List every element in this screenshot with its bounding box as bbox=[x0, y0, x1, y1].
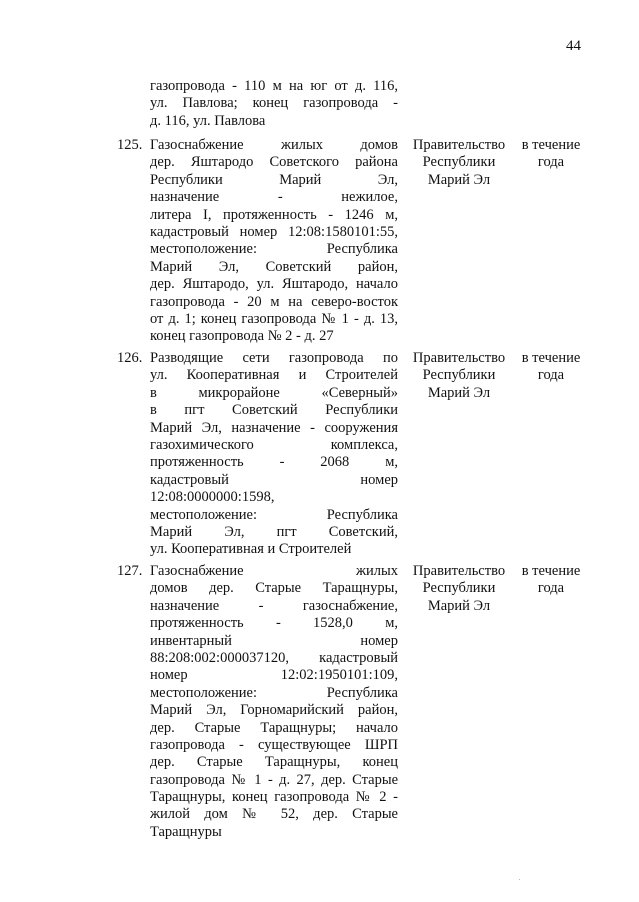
text-line: Марий Эл, Советский район, bbox=[150, 258, 398, 275]
text-line: конец газопровода № 2 - д. 27 bbox=[150, 328, 334, 345]
text-line: дер. Яштародо Советского района bbox=[150, 154, 398, 171]
text-line: Марий Эл, Горномарийский район, bbox=[150, 702, 398, 719]
text-line: местоположение: Республика bbox=[150, 506, 398, 523]
text-line: литера I, протяженность - 1246 м, bbox=[150, 206, 398, 223]
entry-owner bbox=[408, 350, 510, 402]
term-line: года bbox=[537, 154, 565, 171]
entry-term bbox=[515, 137, 587, 172]
term-line: в течение bbox=[521, 137, 581, 153]
entry-number: 127. bbox=[117, 563, 143, 579]
page-number: 44 bbox=[566, 38, 581, 54]
text-line: жилой дом № 52, дер. Старые bbox=[150, 806, 398, 823]
entry-description bbox=[150, 137, 398, 346]
text-line: местоположение: Республика bbox=[150, 241, 398, 258]
text-line: ул. Павлова; конец газопровода - bbox=[150, 95, 398, 112]
owner-line: Республики bbox=[422, 154, 496, 171]
text-line: инвентарный номер bbox=[150, 632, 398, 649]
text-line: газопровода № 1 - д. 27, дер. Старые bbox=[150, 771, 398, 788]
owner-line: Республики bbox=[422, 367, 496, 384]
text-line: Таращнуры bbox=[150, 823, 222, 840]
text-line: Разводящие сети газопровода по bbox=[150, 350, 398, 366]
text-line: местоположение: Республика bbox=[150, 684, 398, 701]
text-line: Таращнуры, конец газопровода № 2 - bbox=[150, 789, 398, 806]
text-line: ул. Кооперативная и Строителей bbox=[150, 367, 398, 384]
owner-line: Марий Эл bbox=[427, 171, 491, 188]
text-line: Республики Марий Эл, bbox=[150, 171, 398, 188]
text-line: дер. Старые Таращнуры, конец bbox=[150, 754, 398, 771]
entry-number: 126. bbox=[117, 350, 143, 366]
term-line: в течение bbox=[521, 563, 581, 579]
term-line: года bbox=[537, 367, 565, 384]
owner-line: Правительство bbox=[412, 350, 506, 366]
text-line: кадастровый номер 12:08:1580101:55, bbox=[150, 223, 398, 240]
entry-owner bbox=[408, 137, 510, 189]
text-line: газопровода - существующее ШРП bbox=[150, 736, 398, 753]
text-line: дер. Старые Таращнуры; начало bbox=[150, 719, 398, 736]
text-line: назначение - нежилое, bbox=[150, 189, 398, 206]
text-line: газохимического комплекса, bbox=[150, 436, 398, 453]
text-line: Марий Эл, пгт Советский, bbox=[150, 523, 398, 540]
text-line: Газоснабжение жилых домов bbox=[150, 137, 398, 153]
scan-speck bbox=[519, 879, 520, 880]
text-line: дер. Яштародо, ул. Яштародо, начало bbox=[150, 276, 398, 293]
owner-line: Марий Эл bbox=[427, 384, 491, 401]
owner-line: Правительство bbox=[412, 563, 506, 579]
entry-term bbox=[515, 350, 587, 385]
text-line: ул. Кооперативная и Строителей bbox=[150, 541, 352, 558]
text-line: протяженность - 2068 м, bbox=[150, 454, 398, 471]
text-line: назначение - газоснабжение, bbox=[150, 597, 398, 614]
owner-line: Марий Эл bbox=[427, 597, 491, 614]
text-line: 88:208:002:000037120, кадастровый bbox=[150, 649, 398, 666]
term-line: в течение bbox=[521, 350, 581, 366]
text-line: газопровода - 110 м на юг от д. 116, bbox=[150, 78, 398, 94]
continuation-description bbox=[150, 78, 398, 130]
text-line: Марий Эл, назначение - сооружения bbox=[150, 419, 398, 436]
text-line: домов дер. Старые Таращнуры, bbox=[150, 580, 398, 597]
text-line: от д. 1; конец газопровода № 1 - д. 13, bbox=[150, 310, 398, 327]
owner-line: Правительство bbox=[412, 137, 506, 153]
entry-term bbox=[515, 563, 587, 598]
text-line: газопровода - 20 м на северо-восток bbox=[150, 293, 398, 310]
entry-number: 125. bbox=[117, 137, 143, 153]
text-line: кадастровый номер bbox=[150, 471, 398, 488]
entry-owner bbox=[408, 563, 510, 615]
text-line: номер 12:02:1950101:109, bbox=[150, 667, 398, 684]
text-line: в микрорайоне «Северный» bbox=[150, 384, 398, 401]
text-line: д. 116, ул. Павлова bbox=[150, 112, 266, 129]
entry-description bbox=[150, 563, 398, 841]
text-line: протяженность - 1528,0 м, bbox=[150, 615, 398, 632]
term-line: года bbox=[537, 580, 565, 597]
text-line: в пгт Советский Республики bbox=[150, 402, 398, 419]
text-line: 12:08:0000000:1598, bbox=[150, 489, 275, 506]
owner-line: Республики bbox=[422, 580, 496, 597]
entry-description bbox=[150, 350, 398, 559]
text-line: Газоснабжение жилых bbox=[150, 563, 398, 579]
